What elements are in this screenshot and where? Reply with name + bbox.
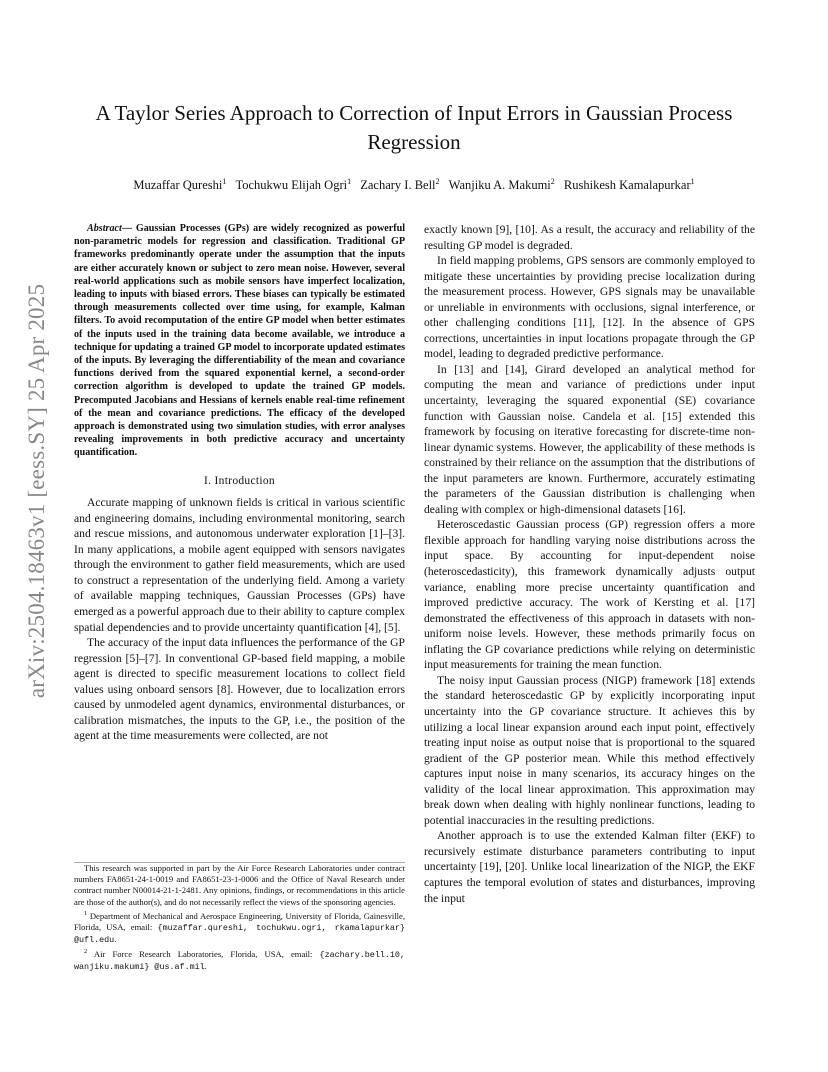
paragraph: Accurate mapping of unknown fields is critical in various scientific and engineering domains, including environmental monitoring, search and rescue missions, and autonomous underwater exploration [1]–[3]. In many applications, a mobile agent equipped with sensors navigates through the environment to gather field measurements, which are used to construct a representation of the underlying field. Among a variety of available mapping techniques, Gaussian Processes (GPs) have emerged as a powerful approach due to their ability to capture complex spatial dependencies and to provide uncertainty quantification [4], [5]. xyxy=(74,496,405,634)
section-heading: I. Introduction xyxy=(204,474,275,487)
author-list xyxy=(60,177,768,193)
author: Zachary I. Bell$^2$ xyxy=(360,177,440,193)
paragraph: In [13] and [14], Girard developed an analytical method for computing the mean and variance of predictions under input uncertainty, leveraging the squared exponential (SE) covariance function with Gaussian noise. Candela et al. [15] extended this framework by focusing on iterative forecasting for discrete-time non-linear dynamic systems. However, the applicability of these methods is constrained by their reliance on the assumption that the distributions of the input parameters are known. Furthermore, accurately estimating the parameters of the Gaussian distribution is challenging when dealing with complex or high-dimensional datasets [16]. xyxy=(424,362,755,516)
paragraph: Another approach is to use the extended Kalman filter (EKF) to recursively estimate disturbance parameters contributing to input uncertainty [19], [20]. Unlike local linearization of the NIGP, the EKF captures the temporal evolution of states and disturbances, improving the input xyxy=(424,829,755,905)
funding-footnote: This research was supported in part by the Air Force Research Laboratories under contract numbers FA8651-24-1-0019 and FA8651-23-1-0006 and the Office of Naval Research under contract number N00014-21-1-2481. Any opinions, findings, or recommendations in this article are those of the author(s), and do not necessarily reflect the views of the sponsoring agencies. xyxy=(74,863,405,907)
author: Rushikesh Kamalapurkar$^1$ xyxy=(563,177,695,193)
author: Tochukwu Elijah Ogri$^1$ xyxy=(235,177,352,193)
arxiv-stamp xyxy=(22,236,52,746)
arxiv-stamp-text: arXiv:2504.18463v1 [eess.SY] 25 Apr 2025 xyxy=(24,283,49,699)
footnotes xyxy=(74,862,405,974)
email-address[interactable]: {muzaffar.qureshi, tochukwu.ogri, rkamalapurkar} @ufl.edu xyxy=(74,922,405,946)
abstract-label: Abstract xyxy=(87,223,122,234)
paragraph: In field mapping problems, GPS sensors are commonly employed to mitigate these uncertainties by providing precise localization during the measurement process. However, GPS signals may be unavailable or unreliable in environments with occlusions, signal interference, or other challenging conditions [11], [12]. In the absence of GPS corrections, uncertainties in input locations propagate through the GP model, leading to degraded predictive performance. xyxy=(424,254,755,361)
affiliation-footnote-1: $^1$ Department of Mechanical and Aerospace Engineering, University of Florida, Gainesville, Florida, USA, email: {muzaffar.qureshi, tochukwu.ogri, rkamalapurkar} @ufl.edu. xyxy=(74,909,405,946)
paragraph: The accuracy of the input data influences the performance of the GP regression [5]–[7]. In conventional GP-based field mapping, a mobile agent is directed to specific measurement locations to collect field values using onboard sensors [8]. However, due to localization errors caused by unmodeled agent dynamics, environmental disturbances, or calibration mismatches, the inputs to the GP, i.e., the position of the agent at the time measurements were collected, are not xyxy=(74,636,405,743)
affiliation-footnote-2: $^2$ Air Force Research Laboratories, Florida, USA, email: {zachary.bell.10, wanjiku.makumi} @us.af.mil. xyxy=(74,948,405,973)
paragraph: The noisy input Gaussian process (NIGP) framework [18] extends the standard heteroscedastic GP by explicitly incorporating input uncertainty into the GP covariance structure. It achieves this by utilizing a local linear expansion around each input point, effectively treating input noise as output noise that is proportional to the squared gradient of the GP posterior mean. While this method effectively captures input noise in many scenarios, its accuracy hinges on the validity of the local linear approximation. This approximation may break down when dealing with highly nonlinear functions, leading to potential inaccuracies in the resulting predictions. xyxy=(424,673,755,827)
email-address[interactable]: {zachary.bell.10, wanjiku.makumi} @us.af.mil xyxy=(74,950,405,973)
author: Muzaffar Qureshi$^1$ xyxy=(133,177,227,193)
paragraph: exactly known [9], [10]. As a result, the accuracy and reliability of the resulting GP model is degraded. xyxy=(424,223,755,252)
abstract xyxy=(74,222,405,460)
right-column xyxy=(424,222,755,906)
paper-title: A Taylor Series Approach to Correction of Input Errors in Gaussian Process Regression xyxy=(95,101,733,154)
paragraph: Heteroscedastic Gaussian process (GP) regression offers a more flexible approach for handling varying noise distributions across the input space. By accounting for input-dependent noise (heteroscedasticity), this framework dynamically adjusts output variance, enabling more precise uncertainty quantification and improved predictive accuracy. The work of Kersting et al. [17] demonstrated the effectiveness of this approach in datasets with non-uniform noise levels. However, these methods primarily focus on inflating the GP covariance predictions while relying on deterministic input measurements for training the mean function. xyxy=(424,518,755,672)
left-column xyxy=(74,222,405,744)
abstract-text: — Gaussian Processes (GPs) are widely recognized as powerful non-parametric models for regression and classification. Traditional GP frameworks predominantly operate under the assumption that the inputs are either accurately known or subject to zero mean noise. However, several real-world applications such as mobile sensors have imperfect localization, leading to inputs with biased errors. These biases can typically be estimated through measurements collected over time using, for example, Kalman filters. To avoid recomputation of the entire GP model when better estimates of the inputs used in the training data become available, we introduce a technique for updating a trained GP model to incorporate updated estimates of the inputs. By leveraging the differentiability of the mean and covariance functions derived from the squared exponential kernel, a second-order correction algorithm is developed to update the trained GP models. Precomputed Jacobians and Hessians of kernels enable real-time refinement of the mean and covariance predictions. The efficacy of the developed approach is demonstrated using two simulation studies, with error analyses revealing improvements in both predictive accuracy and uncertainty quantification. xyxy=(74,223,405,459)
author: Wanjiku A. Makumi$^2$ xyxy=(448,177,555,193)
